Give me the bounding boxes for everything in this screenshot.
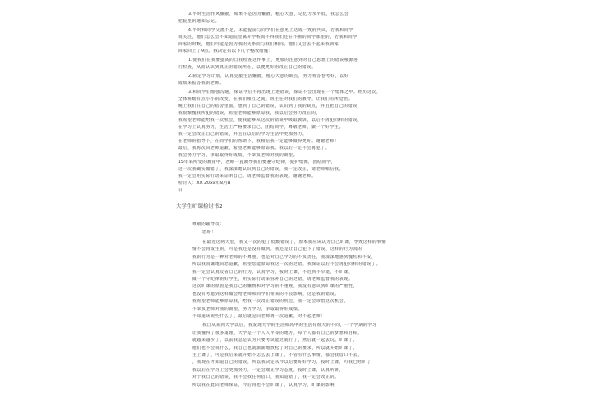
item-line: 2.制定学习计划，认真克服生活懒散，粗心大意的缺点，努力将答卷考好，以好 (188, 74, 349, 79)
paragraph-line: 所以我在此向老师保证，今后再也不会旷课了，认真学习，旷课的影响 (192, 382, 335, 388)
item-line: 3.平时生活作风懒散，如果不是因为懒散，粗心大意，记忆力水平低，我怎么会 (188, 12, 349, 17)
paragraph-line: 我希望老师能够原谅我，给我一次改正错误的机会，我一定会珍惜这次机会， (192, 299, 349, 305)
item-line: 最后，我再次向老师道歉，希望老师能够原谅我。我以后一定不会再犯了。 (178, 146, 330, 151)
item-line: 3.和同学们加强沟通，保证今后不再出现上述错误，保证不会出现在一个集体之中。经历这次， (188, 90, 381, 95)
paragraph-line: 对于我自己的错误，我不会找任何借口，我知道错了，我一定会改正的。 (192, 375, 340, 381)
item-line: 我一定会改正自己的错误，并且在以后的学习生活中更加努力。 (178, 132, 307, 137)
item-line: 4.平时和同学交流不足，未能提前与同学们在意见上达成一致的共识，若我和同学 (188, 28, 354, 33)
item-line: 回家的时候，他们可能是因为我的关系而与我们相同。他们又会去不起来我回家 (178, 42, 339, 47)
item-line: 我希望老师能给我一次机会，使我能够从这次的错误中吸取教训，以后不再犯同样的错误， (178, 118, 362, 123)
paragraph-line: 我一定会认真反省自己的行为，认真学习，按时上课，不迟到不早退，不旷课， (192, 269, 353, 275)
item-line: 我一定会用实际行动来证明自己，请老师监督我的表现，谢谢老师。 (178, 174, 316, 179)
item-line: 把院里的通知忘记。 (178, 19, 220, 24)
item-line: 晚上我们在自己的宿舍里面，想到了自己的错误，认识到了我的缺点，并且把自己的错误 (178, 104, 358, 109)
item-line: 成绩来报答我的老师。 (178, 81, 224, 86)
paragraph-line: 情不会再发生的，可是我还是没有做到，我还是让自己犯下了错误，这样的行为真的 (192, 247, 362, 253)
paragraph-line: 不辜负老师对我的期望，努力学习，争取取得好成绩。 (192, 306, 303, 312)
paragraph-line: 主上课了，可是我后来就开始不怎么去上课了，不管有什么事情，都会找借口不去， (192, 353, 362, 358)
item-line: 这一次我确实做错了，我深深地认识到自己的错误，我一定改正，请老师相信我。 (178, 167, 344, 172)
item-line: 我会努力学习，争取取得好成绩，不辜负老师对我的期望。 (178, 153, 298, 158)
paragraph-line: 我的行为是一种对老师的不尊重，也是对自己学习的不负责任，我深深地感到愧疚和不安， (192, 254, 376, 260)
paragraph-line: 我以后在学习上会更加努力，一定会端正学习态度，按时上课，认真听讲， (192, 367, 344, 373)
item-line: 我很惭愧我所犯的错误，希望老师能够原谅我，我以后会努力改正的， (178, 111, 321, 116)
item-line: 回家回上了9点。我决定有以下几个整改措施： (178, 49, 273, 54)
paragraph-line: 这次旷课的原因是我自己的懒惰和对学习的不重视，我没有意识到旷课的严重性， (192, 284, 358, 290)
item-line: 在学习上认真努力，生活上严格要求自己，团结同学，尊敬老师，做一个好学生。 (178, 125, 344, 130)
paragraph-line: ，我现在才知道自己的错误，所以我决定从今以后要好好学习，按时上课，可我已经旷了 (192, 360, 372, 366)
paragraph-line: 做一个守纪律的好学生，用实际行动来弥补自己的过错，请老师监督我的表现。 (192, 277, 353, 282)
salutation: 尊敬的辅导员： (192, 222, 225, 227)
item-line: 15年来所受的教育中，老师一直教导我们要遵守纪律，爱护集体，团结同学， (178, 160, 336, 165)
paragraph-line: 在最近这两天里，我又一次的犯了低级错误了，原本我应该认为自己旷课，导致这样的事情 (202, 240, 386, 245)
item-line: 说关注，他们怎么会不知道院里离开学校而不得我们还在不断的同学那里的，若我和同学 (178, 35, 358, 40)
paragraph-line: 所以我真诚地向您道歉，希望您能原谅我这一次的过错，我保证以后不会再犯同样的错误了。 (192, 262, 381, 268)
paragraph-line: 让我懂得了很多道理，大学是一个人人平等的地方，每个人都有自己的梦想和目标， (192, 330, 362, 336)
item-line: 全体班级有点小小的改变，在我们相互之间，班主任对我们的教导，让我们有所觉悟。 (178, 97, 353, 102)
item-line: 检讨人：XX 20xx年8月8 (178, 181, 231, 186)
section-title: 大学生旷课检讨书2 (176, 204, 223, 210)
paragraph-line: 就越来越少了，以前我总是认为只要考试能过就行了，然后就一起去玩。旷课了， (192, 338, 358, 344)
paragraph-line: 我自从来到大学以后，我发现大学的生活和高中的生活有很大的不同，一个学期的学习 (202, 323, 377, 329)
item-line: 在老师的指导下，在同学们的帮助下，我相信我一定能够做得更好。谢谢老师！ (178, 139, 339, 144)
greeting: 您好！ (202, 230, 216, 235)
item-line: 行检查，从而认识到真正的错误所在，以便更好的改正自己的错误。 (178, 65, 316, 70)
paragraph-line: 他们也不会说什么，我自己也就渐渐地放松了对自己的要求，所以就开始旷课了， (192, 345, 358, 351)
item-line: 日 (178, 188, 183, 193)
paragraph-line: 不知道该说些什么了，最后就是向老师再一次道歉，对不起老师！ (192, 314, 326, 319)
paragraph-line: 也没有考虑到这样做会给老师和同学们带来的不良影响，这是我的错误。 (192, 291, 340, 297)
item-line: 1.使我们在我要提高的自我检查这件事上，更加的注意到对自己思想上的错误根源进 (188, 58, 358, 63)
